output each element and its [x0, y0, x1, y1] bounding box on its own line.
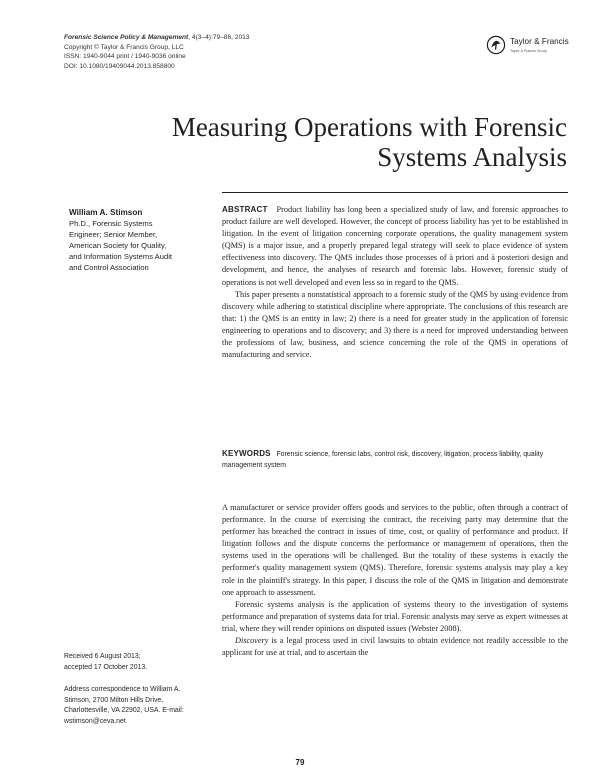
title-divider	[222, 192, 568, 193]
affiliation-line: and Information Systems Audit	[69, 252, 172, 261]
journal-header	[64, 33, 364, 71]
publisher-logo	[486, 34, 569, 58]
affiliation-line: and Control Association	[69, 263, 149, 272]
received-line: Received 6 August 2013;	[64, 653, 141, 660]
publisher-emblem-icon	[486, 35, 506, 55]
journal-citation	[64, 33, 364, 43]
correspondence-address: Address correspondence to William A. Stimson, 2700 Milton Hills Drive, Charlottesville, VA 22902, USA. E-mail: wstimson@ceva.net	[64, 686, 184, 725]
doi-line: DOI: 10.1080/19409044.2013.858800	[64, 62, 175, 70]
abstract-text-1: Product liability has long been a specialized study of law, and forensic approaches to product failure are well developed. However, the concept of process liability has yet to be established in litigation. In the event of litigation concerning corporate operations, the quality management system (QMS) is a major issue, and a properly prepared legal strategy will seek to place evidence of system effectiveness into discovery. The QMS includes those processes of à priori and à posteriori design and development, and hence, the analyses of research and forensic labs. However, forensic study of operations is not well developed and even less so in regard to the QMS.	[222, 205, 568, 287]
article-body	[222, 502, 568, 659]
author-name: William A. Stimson	[69, 208, 143, 217]
body-paragraph: Forensic systems analysis is the application of systems theory to the investigation of systems performance and preparation of systems data for trial. Forensic analysts may serve as expert witnesses at trial, where they will render opinions on disputed issues (Webster 2008).	[222, 599, 568, 633]
affiliation-line: American Society for Quality,	[69, 241, 167, 250]
abstract-paragraph	[222, 204, 568, 289]
journal-name: Forensic Science Policy & Management	[64, 34, 189, 41]
title-line-1: Measuring Operations with Forensic	[171, 112, 567, 142]
journal-volume-pages: , 4(3–4):79–86, 2013	[188, 34, 250, 41]
body-paragraph-text: is a legal process used in civil lawsuits to obtain evidence not readily accessible to the applicant for use at trial, and to ascertain the	[222, 636, 568, 658]
discovery-term: Discovery	[235, 636, 269, 646]
keywords-label: KEYWORDS	[222, 449, 271, 458]
author-affiliation	[69, 218, 204, 273]
page-number: 79	[295, 758, 305, 767]
article-title	[87, 112, 567, 172]
body-paragraph: A manufacturer or service provider offers goods and services to the public, often through a contract of performance. In the course of exercising the contract, the receiving party may determine that the performer has breached the contract in issues of time, cost, or quality of performance and product. If litigation follows and the dispute concerns the performance or management of operations, then the systems used in the operations will be challenged. But the totality of these systems is exactly the performer's quality management system (QMS). Therefore, forensic systems analysis may play a key role in the plaintiff's strategy. In this paper, I discuss the role of the QMS in litigation and demonstrate one approach to assessment.	[222, 503, 568, 597]
affiliation-line: Engineer; Senior Member,	[69, 230, 158, 239]
received-dates	[64, 652, 204, 673]
title-line-2: Systems Analysis	[377, 142, 567, 172]
issn-line: ISSN: 1940-9044 print / 1940-9036 online	[64, 53, 186, 61]
copyright-line: Copyright © Taylor & Francis Group, LLC	[64, 43, 184, 51]
body-paragraph	[222, 635, 568, 659]
publisher-tagline: Taylor & Francis Group	[510, 49, 547, 53]
abstract	[222, 204, 568, 361]
keywords	[222, 449, 568, 471]
abstract-label: ABSTRACT	[222, 205, 268, 214]
publisher-name: Taylor & Francis	[510, 37, 569, 46]
abstract-paragraph: This paper presents a nonstatistical approach to a forensic study of the QMS by using evidence from discovery while adhering to statistical discipline where appropriate. The conclusions of this research are that: 1) the QMS is an entity in law; 2) there is a need for greater study in the application of forensic engineering to operations and to discovery; and 3) there is a need for improved understanding between the professions of law, business, and science concerning the role of the QMS in operations of manufacturing and service.	[222, 289, 568, 360]
accepted-line: accepted 17 October 2013.	[64, 663, 148, 671]
keywords-text: Forensic science, forensic labs, control risk, discovery, litigation, process liability, quality management system	[222, 451, 544, 469]
author-block	[69, 207, 204, 273]
affiliation-line: Ph.D., Forensic Systems	[69, 219, 153, 228]
